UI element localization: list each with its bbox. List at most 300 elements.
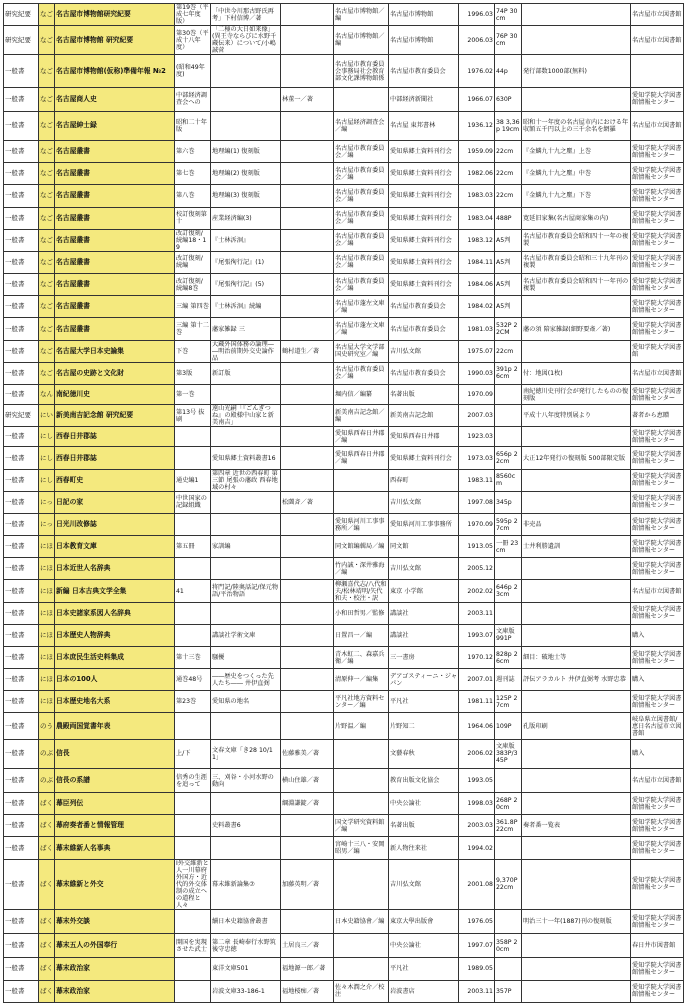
series-cell: 地理編(3) 復刻版 <box>211 185 281 207</box>
kana-cell: ばく <box>39 793 55 815</box>
kana-cell: なご <box>39 207 55 229</box>
size-cell <box>495 558 522 580</box>
note-cell: 名古屋市教育委員会昭和四十一年の複製 <box>522 229 631 251</box>
editor-cell: 柳瀬喜代志/八代和夫/松林靖明/矢代和夫・校注・訳 <box>335 580 387 602</box>
year-cell: 2006.03 <box>459 26 495 55</box>
kana-cell: なご <box>39 251 55 273</box>
note-cell <box>522 602 631 624</box>
editor-cell <box>334 739 389 768</box>
table-row <box>4 859 684 909</box>
author-cell <box>281 55 334 87</box>
note-cell: 平成十八年度特別展より <box>522 405 631 427</box>
editor-cell <box>334 491 389 513</box>
volume-cell <box>175 427 211 447</box>
category-cell: 一般書 <box>4 859 39 909</box>
series-cell: 藩家雑録 三 <box>211 318 281 340</box>
title-cell: 日光川改修誌 <box>55 513 175 535</box>
publisher-cell: 愛知県郷土資料刊行会 <box>389 163 459 185</box>
category-cell: 一般書 <box>4 427 39 447</box>
editor-cell: 愛知県西春日井郡／編 <box>334 447 389 469</box>
series-cell: 『士林泝洄』 <box>211 229 281 251</box>
kana-cell: ばく <box>39 980 55 1002</box>
size-cell: A5判 <box>495 229 522 251</box>
year-cell: 1975.07 <box>459 340 495 362</box>
note-cell <box>522 340 631 362</box>
holder-cell: 愛知学院大学図書館情報センター <box>631 207 684 229</box>
holder-cell: 愛知学院大学図書館情報センター <box>631 558 684 580</box>
table-row <box>4 910 684 934</box>
volume-cell: 改訂復刻/続編 <box>175 251 211 273</box>
holder-cell: 愛知学院大学図書館情報センター <box>631 229 684 251</box>
category-cell: 一般書 <box>4 513 39 535</box>
publisher-cell: 愛知県西春日井郡 <box>389 427 459 447</box>
author-cell <box>281 274 334 296</box>
holder-cell: 愛知学院大学図書館情報センター <box>631 491 684 513</box>
category-cell: 一般書 <box>4 111 39 140</box>
author-cell <box>281 251 334 273</box>
year-cell: 1994.02 <box>459 837 495 859</box>
category-cell: 一般書 <box>4 558 39 580</box>
publisher-cell: 愛知県郷土資料刊行会 <box>389 251 459 273</box>
size-cell: 357P <box>495 980 522 1002</box>
title-cell: 名古屋の史跡と文化財 <box>55 362 175 384</box>
author-cell <box>281 624 334 646</box>
editor-cell: 清原伸一／編集 <box>334 669 389 691</box>
author-cell: 鶴村道生／著 <box>281 340 334 362</box>
editor-cell: 名古屋市教育委員会／編 <box>334 251 389 273</box>
author-cell <box>281 669 334 691</box>
note-cell <box>522 793 631 815</box>
publisher-cell: 吉川弘文館 <box>389 491 459 513</box>
table-row <box>4 229 684 251</box>
volume-cell: 改訂復刻/続編8巻 <box>175 274 211 296</box>
holder-cell: 愛知学院大学図書館情報センター <box>631 602 684 624</box>
volume-cell: 下巻 <box>175 340 211 362</box>
year-cell: 1964.06 <box>459 713 495 739</box>
note-cell <box>522 427 631 447</box>
publisher-cell: 愛知県河川工事事務所 <box>389 513 459 535</box>
category-cell: 一般書 <box>4 469 39 491</box>
kana-cell: ばく <box>39 815 55 837</box>
note-cell: 名古屋市教育委員会昭和三十九年刊の複製 <box>522 251 631 273</box>
category-cell: 一般書 <box>4 207 39 229</box>
kana-cell: にほ <box>39 536 55 558</box>
kana-cell: にい <box>39 405 55 427</box>
volume-cell: Ⅰ外交維新と人一川幕府外国方・近代的外交体制の成立への道程と人々 <box>176 859 209 909</box>
table-row <box>4 362 684 384</box>
author-cell <box>281 185 334 207</box>
year-cell: 1913.05 <box>459 536 495 558</box>
category-cell: 一般書 <box>4 384 39 404</box>
category-cell: 一般書 <box>4 141 39 163</box>
editor-cell: 日置昌一／編 <box>334 624 389 646</box>
kana-cell: のぶ <box>39 768 55 792</box>
volume-cell: 第十三巻 <box>175 646 211 668</box>
note-cell <box>522 958 631 980</box>
year-cell: 1982.06 <box>459 163 495 185</box>
size-cell: 109P <box>495 713 522 739</box>
series-cell <box>211 427 281 447</box>
kana-cell: ばく <box>39 910 55 934</box>
size-cell: 646p 23cm <box>495 580 522 602</box>
table-row <box>4 713 684 739</box>
author-cell <box>281 207 334 229</box>
publisher-cell: 名古屋市教育委員会 <box>389 362 459 384</box>
series-cell: 幕末維新論集⑦ <box>211 859 281 909</box>
publisher-cell: 講談社 <box>389 624 459 646</box>
kana-cell: にほ <box>39 669 55 691</box>
note-cell: 『金鱗九十九之塵』中巻 <box>522 163 631 185</box>
series-cell <box>211 713 281 739</box>
year-cell: 2007.03 <box>459 405 495 427</box>
year-cell: 1984.11 <box>459 251 495 273</box>
editor-cell: 名古屋市博物館／編 <box>334 4 389 26</box>
publisher-cell: 中央公論社 <box>389 934 459 958</box>
table-row <box>4 26 684 55</box>
kana-cell: なご <box>39 274 55 296</box>
holder-cell: 愛知学院大学図書館情報センター <box>631 87 684 111</box>
size-cell <box>495 910 522 934</box>
table-row <box>4 669 684 691</box>
year-cell: 1983.03 <box>459 185 495 207</box>
editor-cell: 名古屋大学文学部国史研究室／編 <box>334 340 389 362</box>
volume-cell: 第3版 <box>175 362 211 384</box>
size-cell: 22cm <box>495 185 522 207</box>
note-cell: 士井利勝遺訓 <box>522 536 631 558</box>
size-cell <box>495 384 522 404</box>
table-row <box>4 55 684 87</box>
table-row <box>4 536 684 558</box>
year-cell: 1981.11 <box>459 691 495 713</box>
volume-cell: 中世国家の記録組織 <box>175 491 211 513</box>
author-cell <box>281 815 334 837</box>
title-cell: 新美南吉記念館 研究紀要 <box>55 405 175 427</box>
publisher-cell: 教育出版文化協会 <box>389 768 459 792</box>
title-cell: 名古屋紳士録 <box>55 111 175 140</box>
holder-cell: 愛知学院大学図書館情報センター <box>631 859 684 909</box>
volume-cell: 三編 第十二巻 <box>175 318 211 340</box>
year-cell: 1970.09 <box>459 513 495 535</box>
size-cell: 595p 27cm <box>495 513 522 535</box>
note-cell <box>522 691 631 713</box>
holder-cell: 愛知学院大学図書館情報センター <box>631 837 684 859</box>
volume-cell <box>175 910 211 934</box>
series-cell: 東洋文庫501 <box>211 958 281 980</box>
title-cell: 幕末政治家 <box>55 980 175 1002</box>
volume-cell: 第13号 抜刷 <box>175 405 211 427</box>
publisher-cell: 名古屋市教育委員会 <box>389 318 459 340</box>
editor-cell: 名古屋市教育委員会／編 <box>334 141 389 163</box>
size-cell <box>495 602 522 624</box>
author-cell <box>281 469 334 491</box>
note-cell: 発行部数1000部(無料) <box>522 55 631 87</box>
publisher-cell: 新美南吉記念館 <box>389 405 459 427</box>
publisher-cell: 名古屋市教育委員会 <box>389 55 459 87</box>
volume-cell <box>175 624 211 646</box>
year-cell: 2001.08 <box>459 859 495 909</box>
editor-cell: 名古屋市蓬左文庫／編 <box>334 296 389 318</box>
year-cell: 1993.05 <box>459 768 495 792</box>
category-cell: 一般書 <box>4 580 39 602</box>
volume-cell <box>175 815 211 837</box>
author-cell: 土居良三／著 <box>281 934 334 958</box>
year-cell: 1976.02 <box>459 55 495 87</box>
holder-cell: 名古屋市立図書館 <box>631 4 684 26</box>
title-cell: 幕末政治家 <box>55 958 175 980</box>
year-cell: 1973.03 <box>459 447 495 469</box>
author-cell: 福地源一郎／著 <box>281 958 334 980</box>
note-cell <box>522 837 631 859</box>
table-row <box>4 4 684 26</box>
year-cell: 1959.09 <box>459 141 495 163</box>
category-cell: 一般書 <box>4 536 39 558</box>
category-cell: 一般書 <box>4 837 39 859</box>
table-row <box>4 646 684 668</box>
editor-cell <box>334 793 389 815</box>
kana-cell: にほ <box>39 646 55 668</box>
holder-cell: 愛知学院大学図書館情報センター <box>631 513 684 535</box>
size-cell: 週刊誌 <box>495 669 522 691</box>
year-cell: 1970.09 <box>459 384 495 404</box>
title-cell: 幕府奏者番と情報管理 <box>55 815 175 837</box>
size-cell: 8560cm <box>495 469 522 491</box>
editor-cell <box>334 958 389 980</box>
kana-cell: なご <box>39 362 55 384</box>
holder-cell: 愛知学院大学図書館情報センター <box>631 536 684 558</box>
title-cell: 日本歴史人物辞典 <box>55 624 175 646</box>
publisher-cell: 同文館 <box>389 536 459 558</box>
note-cell <box>522 980 631 1002</box>
table-row <box>4 384 684 404</box>
author-cell <box>281 536 334 558</box>
title-cell: 名古屋叢書 <box>55 141 175 163</box>
category-cell: 一般書 <box>4 362 39 384</box>
author-cell <box>281 602 334 624</box>
editor-cell: 片野温／編 <box>334 713 389 739</box>
note-cell: 『金鱗九十九之塵』上巻 <box>522 141 631 163</box>
author-cell <box>281 447 334 469</box>
editor-cell: 名古屋市教育委員会／編 <box>334 229 389 251</box>
volume-cell: 開国を実現させた武士 <box>175 934 211 958</box>
kana-cell: なご <box>39 26 55 55</box>
table-row <box>4 958 684 980</box>
year-cell: 1970.12 <box>459 646 495 668</box>
title-cell: 名古屋市博物館(仮称)準備年報 №2 <box>55 55 175 87</box>
table-row <box>4 469 684 491</box>
title-cell: 日本歴史地名大系 <box>55 691 175 713</box>
size-cell: 9,370P 22cm <box>495 859 522 909</box>
publisher-cell: 講談社 <box>389 602 459 624</box>
series-cell: 三、刈谷・小河水野の動向 <box>211 768 281 792</box>
publisher-cell: 愛知県郷土資料刊行会 <box>389 274 459 296</box>
size-cell: 22cm <box>495 141 522 163</box>
editor-cell: 佐々木潤之介／校注 <box>334 980 389 1002</box>
series-cell <box>211 55 281 87</box>
holder-cell: 名古屋市立図書館 <box>631 362 684 384</box>
table-row <box>4 163 684 185</box>
table-row <box>4 580 684 602</box>
holder-cell: 名古屋市立図書館 <box>631 111 684 140</box>
note-cell <box>522 558 631 580</box>
title-cell: 日本庶民生活史料集成 <box>55 646 175 668</box>
author-cell <box>281 362 334 384</box>
size-cell: A5判 <box>495 274 522 296</box>
author-cell <box>281 318 334 340</box>
note-cell: 南紀徳川史刊行会が発行したものの復刻版 <box>522 384 631 404</box>
holder-cell: 名古屋市立図書館 <box>631 26 684 55</box>
kana-cell: ばく <box>39 934 55 958</box>
holder-cell: 愛知学院大学図書館情報センター <box>631 185 684 207</box>
category-cell: 一般書 <box>4 934 39 958</box>
series-cell: 『士林泝洄』続編 <box>211 296 281 318</box>
title-cell: 名古屋叢書 <box>55 274 175 296</box>
category-cell: 一般書 <box>4 739 39 768</box>
table-row <box>4 691 684 713</box>
author-cell <box>281 405 334 427</box>
series-cell <box>211 558 281 580</box>
category-cell: 研究紀要 <box>4 26 39 55</box>
note-cell: 大正12年発行の復刻版 500部限定版 <box>522 447 631 469</box>
series-cell <box>211 87 281 111</box>
series-cell: 家訓編 <box>211 536 281 558</box>
kana-cell: にほ <box>39 602 55 624</box>
publisher-cell: 三一書房 <box>389 646 459 668</box>
title-cell: 信長 <box>55 739 175 768</box>
volume-cell: 三編 第四巻 <box>175 296 211 318</box>
volume-cell <box>175 447 211 469</box>
title-cell: 西春日井郡誌 <box>55 427 175 447</box>
note-cell <box>522 491 631 513</box>
series-cell <box>211 837 281 859</box>
holder-cell: 購入 <box>631 739 684 768</box>
category-cell: 一般書 <box>4 793 39 815</box>
volume-cell: 第六巻 <box>175 141 211 163</box>
editor-cell <box>334 87 389 111</box>
size-cell: 文庫版 991P <box>495 624 522 646</box>
author-cell <box>281 296 334 318</box>
note-cell: 非売品 <box>522 513 631 535</box>
volume-cell: 通巻48号 <box>175 669 211 691</box>
author-cell <box>281 837 334 859</box>
title-cell: 信長の系譜 <box>55 768 175 792</box>
series-cell: ――歴史をつくった先人たち―― 井伊直弼 <box>211 669 281 691</box>
holder-cell: 購入 <box>631 669 684 691</box>
kana-cell: なご <box>39 111 55 140</box>
holder-cell: 愛知学院大学図書館情報センター <box>631 163 684 185</box>
table-row <box>4 185 684 207</box>
kana-cell: にほ <box>39 580 55 602</box>
size-cell: 361.8P 22cm <box>495 815 522 837</box>
editor-cell: 小和田哲男／監修 <box>334 602 389 624</box>
publisher-cell: 名古屋市博物館 <box>389 4 459 26</box>
series-cell: 地理編(1) 復刻版 <box>211 141 281 163</box>
series-cell <box>211 384 281 404</box>
size-cell: 630P <box>495 87 522 111</box>
year-cell: 2002.02 <box>459 580 495 602</box>
title-cell: 新編 日本古典文学全集 <box>55 580 175 602</box>
category-cell: 一般書 <box>4 55 39 87</box>
holder-cell: 愛知学院大学図書館情報センター <box>631 958 684 980</box>
size-cell <box>495 405 522 427</box>
year-cell: 2007.01 <box>459 669 495 691</box>
category-cell: 一般書 <box>4 910 39 934</box>
year-cell: 1998.03 <box>459 793 495 815</box>
volume-cell <box>175 958 211 980</box>
title-cell: 日本近世人名辞典 <box>55 558 175 580</box>
category-cell: 一般書 <box>4 274 39 296</box>
publisher-cell: 岩波書店 <box>389 980 459 1002</box>
table-row <box>4 318 684 340</box>
title-cell: 名古屋叢書 <box>55 229 175 251</box>
volume-cell: 第一巻 <box>175 384 211 404</box>
note-cell <box>522 580 631 602</box>
series-cell: 文春文庫「き28 10/11」 <box>211 739 281 768</box>
series-cell: 愛知県の地名 <box>211 691 281 713</box>
year-cell: 1936.12 <box>459 111 495 140</box>
note-cell: 明治三十一年(1887)刊の復刻版 <box>522 910 631 934</box>
table-row <box>4 837 684 859</box>
category-cell: 一般書 <box>4 646 39 668</box>
author-cell <box>281 4 334 26</box>
title-cell: 南紀徳川史 <box>55 384 175 404</box>
volume-cell: 第19巻（平成七年度版） <box>176 4 209 26</box>
note-cell: 細目：破地士等 <box>522 646 631 668</box>
holder-cell: 愛知学院大学図書館 <box>631 340 684 362</box>
publisher-cell: 平凡社 <box>389 691 459 713</box>
series-cell: 講談社学術文庫 <box>211 624 281 646</box>
series-cell <box>211 513 281 535</box>
note-cell: 孔版印刷 <box>522 713 631 739</box>
editor-cell: 名古屋市教育委員会／編 <box>334 274 389 296</box>
year-cell: 1997.08 <box>459 491 495 513</box>
note-cell <box>522 87 631 111</box>
kana-cell: にほ <box>39 558 55 580</box>
kana-cell: なご <box>39 141 55 163</box>
note-cell <box>522 859 631 909</box>
size-cell: 125P 27cm <box>495 691 522 713</box>
holder-cell: 名古屋市立図書館 <box>631 768 684 792</box>
holder-cell: 愛知学院大学図書館情報センター <box>631 980 684 1002</box>
category-cell: 一般書 <box>4 624 39 646</box>
title-cell: 日本教育文庫 <box>55 536 175 558</box>
year-cell: 1983.12 <box>459 229 495 251</box>
table-row <box>4 111 684 140</box>
series-cell: 愛知県郷土資料叢書16 <box>211 447 281 469</box>
volume-cell: 41 <box>175 580 211 602</box>
publisher-cell: 名古屋 東邦書林 <box>389 111 459 140</box>
editor-cell: 名古屋市蓬左文庫／編 <box>334 318 389 340</box>
category-cell: 一般書 <box>4 185 39 207</box>
publisher-cell: 中央公論社 <box>389 793 459 815</box>
note-cell: 寛延旧家集(名古屋商家集の内) <box>522 207 631 229</box>
size-cell <box>495 768 522 792</box>
volume-cell: 第八巻 <box>175 185 211 207</box>
holder-cell: 春日井市図書館 <box>631 934 684 958</box>
volume-cell: 第30巻（平成十八年度） <box>175 26 211 55</box>
table-row <box>4 340 684 362</box>
author-cell <box>281 427 334 447</box>
volume-cell: 第七巻 <box>175 163 211 185</box>
holder-cell: 購入 <box>631 624 684 646</box>
note-cell <box>522 26 631 55</box>
volume-cell: 上/下 <box>175 739 211 768</box>
volume-cell: (昭和49年度) <box>175 55 211 87</box>
kana-cell: なん <box>39 384 55 404</box>
holder-cell: 愛知学院大学図書館情報センター <box>631 318 684 340</box>
kana-cell: なご <box>39 55 55 87</box>
kana-cell: にし <box>39 469 55 491</box>
editor-cell <box>334 469 389 491</box>
